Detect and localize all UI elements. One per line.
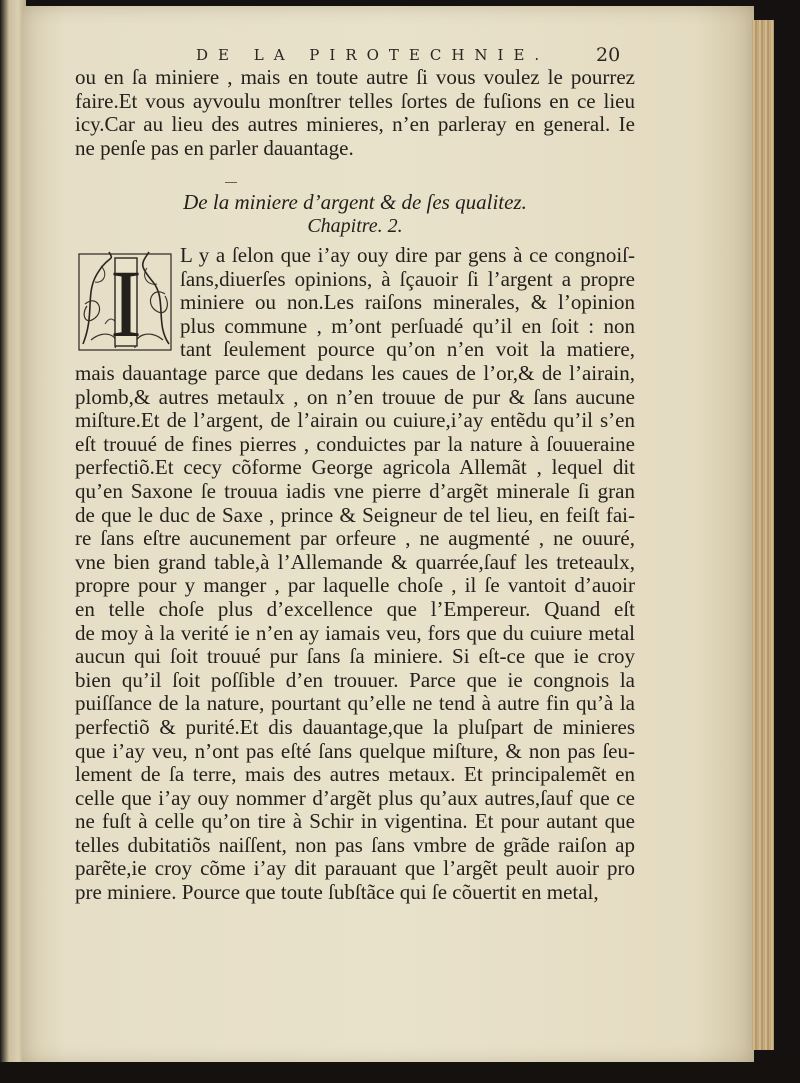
text-line: plomb,& autres metaulx , on n’en trouue de pur & ſans aucune (75, 385, 635, 409)
ornament-dash (225, 182, 237, 183)
text-line: L y a ſelon que i’ay ouy dire par gens à ce congnoiſ- (180, 244, 635, 267)
text-line: eſt trouué de fines pierres , conduictes par la nature à ſouueraine (75, 432, 635, 456)
paragraph-1 (75, 66, 635, 160)
text-line: parẽte,ie croy cõme i’ay dit parauant que l’argẽt peult auoir pro (75, 857, 635, 881)
page-number: 20 (596, 44, 621, 66)
text-line: de moy à la verité ie n’en ay iamais veu, fors que du cuiure metal (75, 621, 635, 645)
chapter-title: De la miniere d’argent & de ſes qualitez. (183, 190, 527, 214)
text-line: en telle choſe plus d’excellence que l’Empereur. Quand eſt (75, 597, 635, 621)
text-line: ou en ſa miniere , mais en toute autre ſi vous voulez le pourrez (75, 66, 635, 89)
text-line: perfectiõ.Et cecy cõforme George agricola Allemãt , lequel dit (75, 456, 635, 480)
text-line: que i’ay veu, n’ont pas eſté ſans quelque miſture, & non pas ſeu- (75, 739, 635, 763)
text-line: celle que i’ay ouy nommer d’argẽt plus qu’aux autres,ſauf que ce (75, 786, 635, 810)
text-line: puiſſance de la nature, pourtant qu’elle ne tend à autre fin qu’à la (75, 692, 635, 716)
text-line: icy.Car au lieu des autres minieres, n’en parleray en general. Ie (75, 113, 635, 137)
text-line: propre pour y manger , par laquelle choſe , il ſe vantoit d’auoir (75, 574, 635, 598)
text-line: de que le duc de Saxe , prince & Seigneur de tel lieu, en feiſt fai- (75, 503, 635, 527)
running-head: DE LA PIROTECHNIE. (196, 46, 550, 64)
paragraph-2 (75, 362, 635, 905)
text-line: pre miniere. Pource que toute ſubſtãce qui ſe cõuertit en metal, (75, 881, 599, 905)
text-line: aucun qui ſoit trouué pur ſans ſa miniere. Si eſt-ce que ie croy (75, 645, 635, 669)
text-line: lement de ſa terre, mais des autres metaux. Et principalemẽt en (75, 763, 635, 787)
text-line: telles dubitatiõs naiſſent, non pas ſans vmbre de grãde raiſon ap (75, 833, 635, 857)
page-block-edge (752, 20, 774, 1050)
chapter-number: Chapitre. 2. (307, 215, 403, 237)
text-line: tant ſeulement pource qu’on n’en voit la matiere, (180, 338, 635, 362)
bottom-shadow (0, 1062, 800, 1083)
text-line: plus commune , m’ont perſuadé qu’il en ſoit : non (180, 314, 635, 338)
floral-initial-icon (75, 244, 179, 356)
text-line: miniere ou non.Les raiſons minerales, & l’opinion (180, 291, 635, 315)
text-line: perfectiõ & purité.Et dis dauantage,que la pluſpart de minieres (75, 715, 635, 739)
text-line: ſans,diuerſes opinions, à ſçauoir ſi l’argent a propre (180, 267, 635, 291)
text-line: ne penſe pas en parler dauantage. (75, 136, 354, 160)
text-line: vne bien grand table,à l’Allemande & quarrée,ſauf les treteaulx, (75, 550, 635, 574)
text-line: mais dauantage parce que dedans les caues de l’or,& de l’airain, (75, 362, 635, 385)
paragraph-2-opening (180, 244, 635, 362)
drop-cap-letter: I (110, 250, 142, 356)
text-line: ne fuſt à celle qu’on tire à Schir in vigentina. Et pour autant que (75, 810, 635, 834)
text-line: qu’en Saxone ſe trouua iadis vne pierre d’argẽt minerale ſi gran (75, 479, 635, 503)
text-line: faire.Et vous ayvoulu monſtrer telles ſortes de fuſions en ce lieu (75, 89, 635, 113)
decorated-initial-letter (75, 244, 179, 356)
text-line: bien qu’il ſoit poſſible d’en trouuer. Parce que ie congnois la (75, 668, 635, 692)
text-line: miſture.Et de l’argent, de l’airain ou cuiure,i’ay entẽdu qu’il s’en (75, 409, 635, 433)
text-line: re ſans eſtre aucunement par orfeure , ne augmenté , ne ouuré, (75, 527, 635, 551)
